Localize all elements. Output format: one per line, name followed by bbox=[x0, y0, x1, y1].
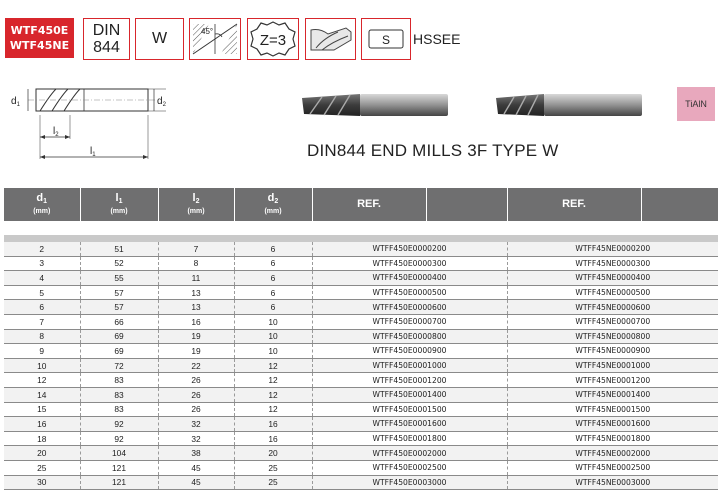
cell-ref-450e: WTFF450E0001800 bbox=[312, 431, 507, 446]
cell-ref-45ne: WTFF45NE0000200 bbox=[507, 242, 718, 256]
cell-ref-45ne: WTFF45NE0001800 bbox=[507, 431, 718, 446]
cell-d1: 3 bbox=[4, 256, 80, 271]
table-row bbox=[4, 256, 718, 271]
cell-l1: 52 bbox=[80, 256, 158, 271]
cell-l1: 72 bbox=[80, 358, 158, 373]
header-d2: $d_2$ (mm) bbox=[234, 188, 312, 221]
table-row bbox=[4, 314, 718, 329]
table-row bbox=[4, 431, 718, 446]
helix-angle-icon bbox=[191, 20, 239, 58]
cell-d2: 20 bbox=[234, 446, 312, 461]
end-mill-table bbox=[4, 188, 718, 490]
cell-ref-450e: WTFF450E0001400 bbox=[312, 387, 507, 402]
cell-d1: 18 bbox=[4, 431, 80, 446]
l1-label: l bbox=[90, 146, 93, 157]
product-code-2: WTF45NE bbox=[9, 39, 70, 52]
svg-text:l2 bbox=[53, 126, 59, 138]
cell-d1: 14 bbox=[4, 387, 80, 402]
cell-l1: 83 bbox=[80, 373, 158, 388]
cell-ref-45ne: WTFF45NE0000800 bbox=[507, 329, 718, 344]
cell-d1: 15 bbox=[4, 402, 80, 417]
cell-ref-45ne: WTFF45NE0000500 bbox=[507, 285, 718, 300]
cell-ref-45ne: WTFF45NE0001200 bbox=[507, 373, 718, 388]
header-d1: $d_1$ (mm) bbox=[4, 188, 80, 221]
table-row bbox=[4, 329, 718, 344]
cell-d1: 25 bbox=[4, 460, 80, 475]
cell-ref-45ne: WTFF45NE0000400 bbox=[507, 271, 718, 286]
cell-ref-450e: WTFF450E0000800 bbox=[312, 329, 507, 344]
cell-ref-450e: WTFF450E0001200 bbox=[312, 373, 507, 388]
cell-d2: 6 bbox=[234, 300, 312, 315]
type-box bbox=[135, 18, 184, 60]
cell-d2: 12 bbox=[234, 387, 312, 402]
flute-shape-box bbox=[305, 18, 356, 60]
cell-d1: 9 bbox=[4, 344, 80, 359]
page-title: DIN844 END MILLS 3F TYPE W bbox=[307, 141, 559, 160]
shank-icon bbox=[363, 20, 409, 58]
cell-ref-450e: WTFF450E0001600 bbox=[312, 417, 507, 432]
cell-ref-45ne: WTFF45NE0000700 bbox=[507, 314, 718, 329]
cell-l2: 32 bbox=[158, 431, 234, 446]
cell-l2: 19 bbox=[158, 329, 234, 344]
cell-l1: 121 bbox=[80, 475, 158, 490]
cell-d2: 16 bbox=[234, 431, 312, 446]
cell-l2: 8 bbox=[158, 256, 234, 271]
cell-d2: 12 bbox=[234, 373, 312, 388]
table-row bbox=[4, 344, 718, 359]
cell-ref-450e: WTFF450E0000900 bbox=[312, 344, 507, 359]
d2-sub: 2 bbox=[162, 102, 166, 108]
cell-ref-450e: WTFF450E0001500 bbox=[312, 402, 507, 417]
l2-sub: 2 bbox=[55, 132, 59, 138]
table-row bbox=[4, 358, 718, 373]
cell-l1: 83 bbox=[80, 387, 158, 402]
material-label: HSSEE bbox=[413, 31, 461, 47]
table-row bbox=[4, 271, 718, 286]
svg-text:d2 bbox=[157, 96, 167, 108]
cell-d1: 30 bbox=[4, 475, 80, 490]
d2-label: d bbox=[157, 96, 163, 107]
header-ref-2: REF. bbox=[507, 188, 641, 221]
cell-d2: 10 bbox=[234, 314, 312, 329]
cell-d2: 12 bbox=[234, 402, 312, 417]
cell-ref-450e: WTFF450E0000200 bbox=[312, 242, 507, 256]
cell-l2: 7 bbox=[158, 242, 234, 256]
cell-l2: 45 bbox=[158, 475, 234, 490]
cell-ref-45ne: WTFF45NE0003000 bbox=[507, 475, 718, 490]
cell-l1: 92 bbox=[80, 431, 158, 446]
cell-ref-450e: WTFF450E0000600 bbox=[312, 300, 507, 315]
cell-l1: 55 bbox=[80, 271, 158, 286]
cell-l2: 45 bbox=[158, 460, 234, 475]
cell-l2: 26 bbox=[158, 387, 234, 402]
svg-text:l1 bbox=[90, 146, 96, 158]
end-mill-flute-icon bbox=[308, 20, 354, 58]
cell-l2: 11 bbox=[158, 271, 234, 286]
cell-ref-450e: WTFF450E0000300 bbox=[312, 256, 507, 271]
cell-d1: 8 bbox=[4, 329, 80, 344]
cell-d1: 7 bbox=[4, 314, 80, 329]
table-row bbox=[4, 373, 718, 388]
table-row bbox=[4, 242, 718, 256]
cell-l2: 13 bbox=[158, 300, 234, 315]
end-mill-image-2 bbox=[494, 84, 644, 124]
cell-d2: 25 bbox=[234, 475, 312, 490]
cell-d2: 12 bbox=[234, 358, 312, 373]
helix-angle-box bbox=[189, 18, 241, 60]
cell-ref-45ne: WTFF45NE0000300 bbox=[507, 256, 718, 271]
cell-l1: 57 bbox=[80, 300, 158, 315]
cell-l2: 26 bbox=[158, 373, 234, 388]
cell-l1: 92 bbox=[80, 417, 158, 432]
cell-d1: 5 bbox=[4, 285, 80, 300]
cell-ref-450e: WTFF450E0003000 bbox=[312, 475, 507, 490]
cell-ref-45ne: WTFF45NE0001500 bbox=[507, 402, 718, 417]
shank-text: S bbox=[381, 33, 391, 47]
type-letter: W bbox=[151, 30, 168, 47]
cell-l1: 66 bbox=[80, 314, 158, 329]
header-ref-1: REF. bbox=[312, 188, 426, 221]
cell-l1: 69 bbox=[80, 344, 158, 359]
angle-text: 45° bbox=[201, 27, 214, 36]
header-l1: $l_1$ (mm) bbox=[80, 188, 158, 221]
cell-l2: 32 bbox=[158, 417, 234, 432]
l1-sub: 1 bbox=[92, 152, 96, 158]
cell-d2: 6 bbox=[234, 285, 312, 300]
cell-d2: 10 bbox=[234, 344, 312, 359]
table-row bbox=[4, 417, 718, 432]
d1-sub: 1 bbox=[16, 102, 20, 108]
d1-label: d bbox=[11, 96, 17, 107]
cell-ref-45ne: WTFF45NE0000600 bbox=[507, 300, 718, 315]
cell-d1: 20 bbox=[4, 446, 80, 461]
cell-d1: 6 bbox=[4, 300, 80, 315]
standard-number: 844 bbox=[93, 39, 120, 56]
cell-d1: 2 bbox=[4, 242, 80, 256]
cell-l1: 69 bbox=[80, 329, 158, 344]
cell-d2: 25 bbox=[234, 460, 312, 475]
cell-ref-450e: WTFF450E0002500 bbox=[312, 460, 507, 475]
table-row bbox=[4, 475, 718, 490]
coating-badge: TiAlN bbox=[677, 87, 715, 121]
cell-ref-450e: WTFF450E0001000 bbox=[312, 358, 507, 373]
cell-l2: 22 bbox=[158, 358, 234, 373]
cell-d1: 10 bbox=[4, 358, 80, 373]
header-blank-1 bbox=[426, 188, 507, 221]
table-row bbox=[4, 300, 718, 315]
cell-l1: 104 bbox=[80, 446, 158, 461]
shank-box bbox=[361, 18, 411, 60]
svg-text:d1 bbox=[11, 96, 21, 108]
cell-ref-45ne: WTFF45NE0001400 bbox=[507, 387, 718, 402]
cell-d1: 12 bbox=[4, 373, 80, 388]
cell-l2: 19 bbox=[158, 344, 234, 359]
product-code-1: WTF450E bbox=[10, 24, 69, 37]
cell-d1: 4 bbox=[4, 271, 80, 286]
cell-l2: 26 bbox=[158, 402, 234, 417]
product-code-badge bbox=[5, 18, 74, 58]
cell-l1: 57 bbox=[80, 285, 158, 300]
cell-d2: 16 bbox=[234, 417, 312, 432]
cell-ref-45ne: WTFF45NE0000900 bbox=[507, 344, 718, 359]
table-row bbox=[4, 402, 718, 417]
standard-box bbox=[83, 18, 130, 60]
cell-d2: 6 bbox=[234, 256, 312, 271]
cell-d2: 6 bbox=[234, 242, 312, 256]
flute-count-text: Z=3 bbox=[259, 32, 287, 49]
end-mill-image-1 bbox=[300, 84, 450, 124]
flute-count-box bbox=[247, 18, 299, 60]
cell-ref-45ne: WTFF45NE0001000 bbox=[507, 358, 718, 373]
cell-l1: 51 bbox=[80, 242, 158, 256]
cell-ref-45ne: WTFF45NE0002500 bbox=[507, 460, 718, 475]
l2-label: l bbox=[53, 126, 56, 137]
header-blank-2 bbox=[641, 188, 718, 221]
table-row bbox=[4, 387, 718, 402]
cell-ref-450e: WTFF450E0002000 bbox=[312, 446, 507, 461]
cell-l2: 13 bbox=[158, 285, 234, 300]
cell-l1: 83 bbox=[80, 402, 158, 417]
table-row bbox=[4, 460, 718, 475]
flute-count-icon bbox=[249, 20, 297, 58]
cell-l2: 16 bbox=[158, 314, 234, 329]
cell-d2: 10 bbox=[234, 329, 312, 344]
cell-ref-45ne: WTFF45NE0001600 bbox=[507, 417, 718, 432]
cell-d1: 16 bbox=[4, 417, 80, 432]
cell-ref-450e: WTFF450E0000700 bbox=[312, 314, 507, 329]
cell-ref-450e: WTFF450E0000400 bbox=[312, 271, 507, 286]
cell-l1: 121 bbox=[80, 460, 158, 475]
header-l2: $l_2$ (mm) bbox=[158, 188, 234, 221]
cell-d2: 6 bbox=[234, 271, 312, 286]
cell-ref-450e: WTFF450E0000500 bbox=[312, 285, 507, 300]
cell-l2: 38 bbox=[158, 446, 234, 461]
table-row bbox=[4, 446, 718, 461]
cell-ref-45ne: WTFF45NE0002000 bbox=[507, 446, 718, 461]
table-row bbox=[4, 285, 718, 300]
standard-label: DIN bbox=[92, 22, 121, 39]
tool-dimension-drawing bbox=[6, 75, 176, 165]
